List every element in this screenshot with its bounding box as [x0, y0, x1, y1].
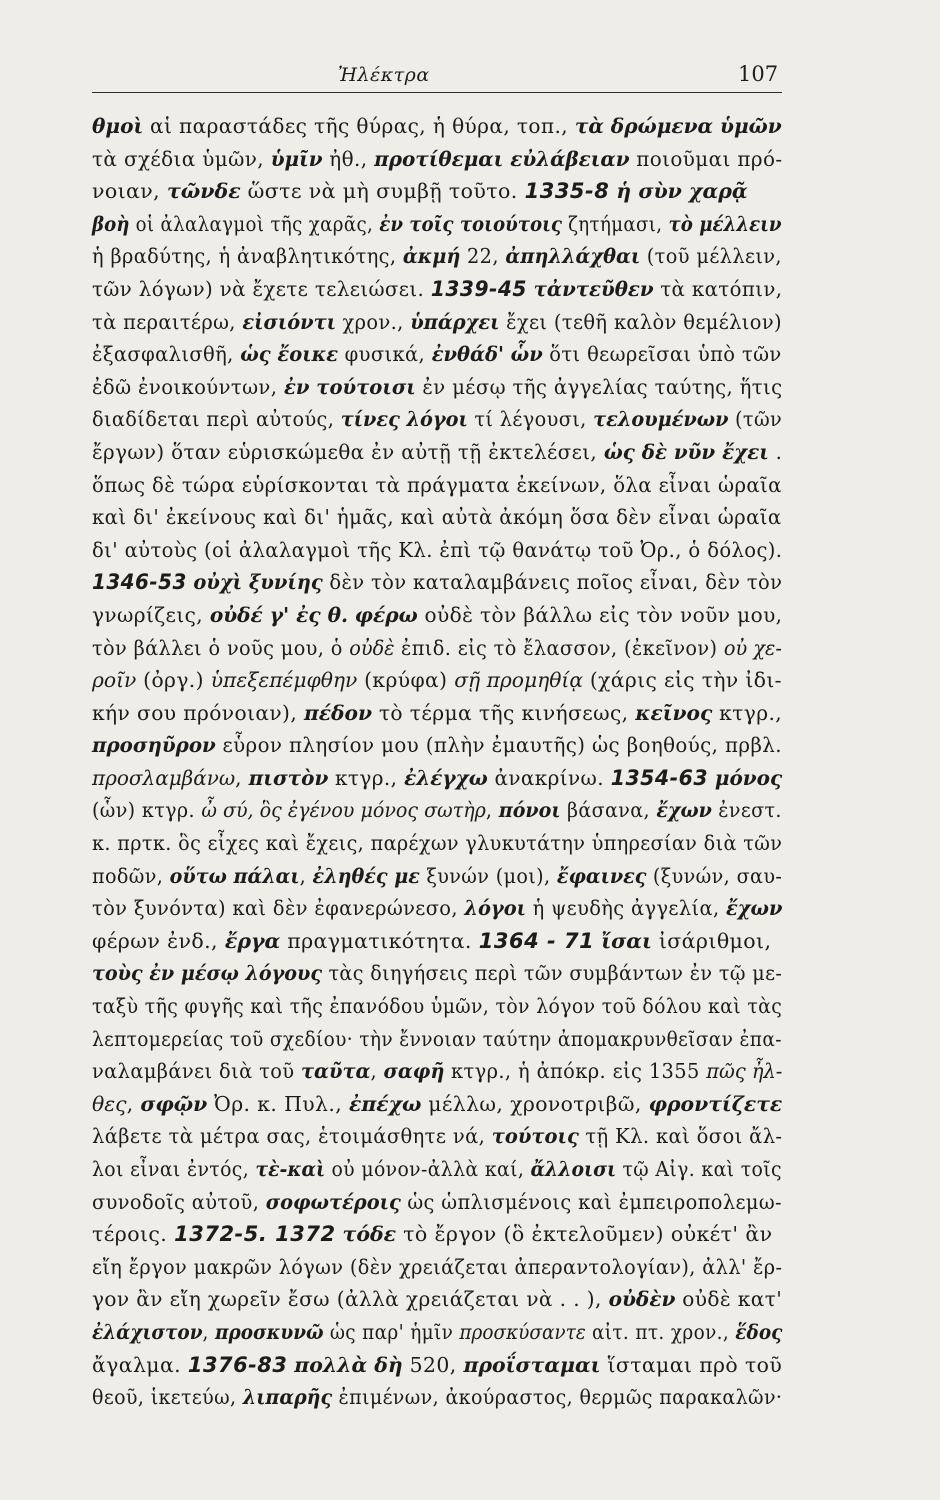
lemma: ἐλάχιστον [92, 1319, 203, 1344]
italic-text: πῶς ἦλ- [706, 1059, 783, 1084]
lemma: τίνες λόγοι [340, 407, 468, 432]
text-line [92, 436, 783, 469]
text-line [92, 729, 782, 762]
gloss-text: εὗρον πλησίον μου (πλὴν ἐμαυτῆς) ὡς βοηθούς, πρβλ. [215, 733, 782, 758]
gloss-text: ἠθ., [322, 146, 375, 171]
lemma: ἐλέγχω [404, 765, 488, 790]
gloss-text: φέρων ἐνδ., [92, 928, 225, 953]
lemma: ἐν τοῖς τοιούτοις [379, 211, 562, 236]
lemma: ἴσαι [601, 928, 652, 953]
gloss-text: τὰ περαιτέρω, [92, 309, 243, 334]
lemma: οὕτω πάλαι [169, 863, 300, 888]
gloss-text: συνοδοῖς αὐτοῦ, [92, 1189, 266, 1214]
gloss-text: ἐνεστ. [711, 798, 782, 823]
gloss-text: Ὀρ. κ. Πυλ., [207, 1091, 349, 1116]
gloss-text: , [202, 1319, 215, 1344]
text-line [92, 860, 783, 893]
gloss-text: ὅπως δὲ τώρα εὑρίσκονται τὰ πράγματα ἐκείνων, ὅλα εἶναι ὡραῖα [92, 472, 782, 497]
gloss-text: λοι εἶναι ἐντός, [92, 1157, 256, 1181]
line-ref: 1376-83 [187, 1352, 288, 1377]
gloss-text: ἀνακρίνω. [487, 765, 611, 790]
italic-text: ροῖν [92, 668, 137, 693]
text-line [92, 273, 783, 306]
gloss-text: ἡ ψευδὴς ἀγγελία, [526, 896, 727, 921]
lemma: πέδον [303, 700, 373, 725]
gloss-text: ποιοῦμαι πρό- [629, 146, 783, 171]
lemma: οὐδέ γ' ἐς θ. [209, 602, 349, 627]
gloss-text: , [370, 1059, 384, 1084]
gloss-text: κτγρ., [712, 700, 783, 725]
lemma: ὡς δὲ νῦν ἔχει [603, 439, 769, 464]
lemma: εἰσιόντι [242, 309, 336, 334]
text-line [92, 403, 783, 436]
text-line [92, 632, 782, 665]
italic-text: οὐ χε- [723, 635, 782, 660]
text-line [92, 175, 782, 208]
italic-text: προσλαμβάνω [92, 765, 236, 790]
lemma: πόνοι [498, 798, 561, 823]
lemma: λόγοι [464, 896, 527, 921]
lemma: ἔχων [656, 798, 712, 823]
gloss-text: αἰτ. πτ. χρον., [585, 1319, 736, 1344]
gloss-text: διαδίδεται περὶ αὐτούς, [92, 407, 341, 432]
text-line [92, 599, 783, 632]
gloss-text: λεπτομερείας τοῦ σχεδίου· τὴν ἔννοιαν ταύτην ἀπομακρυνθεῖσαν ἐπα- [92, 1026, 782, 1051]
gloss-text: , [299, 863, 313, 888]
text-line [92, 1349, 783, 1382]
lemma: προτίθεμαι εὐλάβειαν [374, 146, 630, 171]
gloss-text: (ξυνών, σαυ- [646, 863, 783, 888]
lemma: τοὺς ἐν μέσῳ λόγους [92, 961, 323, 986]
lemma: προσκυνῶ [214, 1319, 324, 1344]
gloss-text: γον ἂν εἴη χωρεῖν ἔσω (ἀλλὰ χρειάζεται νὰ . . ), [92, 1287, 609, 1312]
lemma: ἕδος [735, 1319, 783, 1344]
gloss-text: (κρύφα) [357, 668, 455, 693]
text-line [92, 990, 783, 1023]
text-line [92, 827, 783, 860]
text-line [92, 925, 782, 958]
text-line [92, 794, 782, 827]
gloss-text: χρον., [335, 309, 411, 334]
lemma: τὲ-καὶ [255, 1157, 326, 1181]
text-line [92, 1218, 782, 1251]
gloss-text: ζητήμασι, [561, 211, 669, 236]
gloss-text: . [768, 439, 783, 464]
gloss-text: ἐξασφαλισθῆ, [92, 342, 241, 367]
text-line [92, 697, 783, 730]
text-line [92, 1316, 783, 1349]
lemma: φροντίζετε [648, 1091, 783, 1116]
line-ref: 1372-5. 1372 [174, 1222, 336, 1247]
lemma: ἀκμή [402, 244, 461, 269]
text-line [92, 1381, 783, 1414]
gloss-text: 22, [460, 244, 506, 269]
text-line [92, 208, 782, 241]
gloss-text: (τῶν [728, 407, 783, 432]
italic-text: οὐδὲ [349, 635, 395, 660]
lemma: τὰ δρώμενα ὑμῶν [574, 114, 782, 138]
text-line [92, 1120, 783, 1153]
lemma: ταῦτα [300, 1059, 371, 1084]
gloss-text: τὰ κατόπιν, [653, 276, 783, 301]
gloss-text: κ. πρτκ. ὃς εἶχες καὶ ἔχεις, παρέχων γλυκυτάτην ὑπηρεσίαν διὰ τῶν [92, 831, 783, 856]
text-line [92, 1153, 782, 1186]
lemma: σφῷν [140, 1091, 208, 1116]
text-line [92, 566, 783, 599]
text-line [92, 1023, 782, 1056]
lemma: βοὴ [92, 211, 130, 236]
lemma: σοφωτέροις [265, 1189, 401, 1214]
gloss-text: τῶν λόγων) νὰ ἔχετε τελειώσει. [92, 276, 431, 301]
lemma: ἀπηλλάχθαι [505, 244, 641, 269]
lemma: οὐδὲν [608, 1287, 676, 1312]
gloss-text: ἐν μέσῳ τῆς ἀγγελίας ταύτης, ἥτις [415, 374, 783, 399]
gloss-text: μέλλω, χρονοτριβῶ, [421, 1091, 649, 1116]
commentary-text [92, 110, 782, 1414]
text-line [92, 338, 782, 371]
text-line [92, 892, 783, 925]
gloss-text: τὸ τέρμα τῆς κινήσεως, [372, 700, 636, 725]
gloss-text: ποδῶν, [92, 863, 170, 888]
lemma: ἔχων [726, 896, 783, 921]
gloss-text: (τοῦ μέλλειν, [640, 244, 782, 269]
gloss-text: τί λέγουσι, [467, 407, 594, 432]
gloss-text: ἔχει (τεθῆ καλὸν θεμέλιον) [499, 309, 782, 334]
lemma: τούτοις [491, 1124, 579, 1149]
lemma: σαφῆ [383, 1059, 445, 1084]
line-ref: 1346-53 [92, 570, 187, 595]
lemma: μόνος [714, 765, 783, 790]
gloss-text: ἵσταμαι πρὸ τοῦ [600, 1352, 783, 1377]
gloss-text: δὲν τὸν καταλαμβάνεις ποῖος εἶναι, δὲν τὸν [322, 570, 783, 595]
lemma: ἐληθές με [312, 863, 420, 888]
text-line [92, 1186, 782, 1219]
lemma: ἐνθάδ' ὧν [431, 342, 543, 367]
gloss-text: φυσικά, [338, 342, 432, 367]
gloss-text [527, 277, 534, 301]
gloss-text: αἱ παραστάδες τῆς θύρας, ἡ θύρα, τοπ., [143, 114, 575, 138]
gloss-text: ναλαμβάνει διὰ τοῦ [92, 1059, 301, 1084]
gloss-text: ἰσάριθμοι, [651, 928, 772, 953]
lemma: τὸ μέλλειν [668, 211, 782, 236]
lemma: πολλὰ δὴ [294, 1352, 403, 1377]
lemma: προσηῦρον [92, 733, 216, 758]
gloss-text: οὐ μόνον-ἀλλὰ καί, [325, 1157, 531, 1181]
text-line [92, 1251, 783, 1284]
lemma: οὐχὶ ξυνίης [193, 570, 323, 595]
text-line [92, 1088, 783, 1121]
gloss-text: θεοῦ, ἱκετεύω, [92, 1385, 243, 1410]
gloss-text: ἐπιμένων, ἀκούραστος, θερμῶς παρακαλῶν· [332, 1385, 783, 1410]
text-line [92, 1283, 783, 1316]
text-line [92, 306, 782, 339]
text-line [92, 110, 782, 143]
italic-text: θες [92, 1091, 127, 1116]
gloss-text: ὅτι θεωρεῖσαι ὑπὸ τῶν [542, 342, 782, 367]
lemma: κεῖνος [635, 700, 713, 725]
gloss-text: γνωρίζεις, [92, 602, 210, 627]
lemma: ὑπάρχει [410, 309, 500, 334]
lemma: ἐν τούτοισι [283, 374, 416, 399]
gloss-text: ἐδῶ ἐνοικούντων, [92, 374, 284, 399]
gloss-text: ὡς παρ' ἡμῖν [323, 1319, 460, 1344]
gloss-text: 520, [402, 1352, 464, 1377]
gloss-text: οὐδὲ τὸν βάλλω εἰς τὸν νοῦν μου, [417, 602, 783, 627]
italic-text: σῇ προμηθίᾳ [454, 668, 584, 693]
gloss-text: τὰ σχέδια ὑμῶν, [92, 146, 271, 171]
lemma: λιπαρῆς [242, 1385, 333, 1410]
line-ref: 1335-8 [524, 179, 610, 204]
text-line [92, 762, 783, 795]
gloss-text: , [126, 1091, 141, 1116]
text-line [92, 534, 783, 567]
gloss-text: κτγρ., ἡ ἀπόκρ. εἰς 1355 [444, 1059, 707, 1084]
gloss-text: ταξὺ τῆς φυγῆς καὶ τῆς ἐπανόδου ὑμῶν, τὸν λόγον τοῦ δόλου καὶ τὰς [92, 994, 783, 1019]
gloss-text: λάβετε τὰ μέτρα σας, ἑτοιμάσθητε νά, [92, 1124, 492, 1149]
gloss-text: ἐπιδ. εἰς τὸ ἔλασσον, (ἐκεῖνον) [394, 635, 724, 660]
lemma: ἔφαινες [556, 863, 647, 888]
text-line [92, 501, 782, 534]
gloss-text: τὸ ἔργον (ὃ ἐκτελοῦμεν) οὐκέτ' ἂν [396, 1222, 773, 1247]
gloss-text: τὰς διηγήσεις περὶ τῶν συμβάντων ἐν τῷ με- [322, 961, 783, 986]
header-rule [92, 92, 782, 93]
gloss-text: ὥστε νὰ μὴ συμβῇ τοῦτο. [240, 179, 525, 204]
lemma: ὡς ἔοικε [240, 342, 339, 367]
lemma: τῶνδε [166, 179, 241, 204]
gloss-text: ἔργων) ὅταν εὑρισκώμεθα ἐν αὐτῇ τῇ ἐκτελέσει, [92, 439, 604, 464]
gloss-text: οὐδὲ κατ' [675, 1287, 783, 1312]
gloss-text: (ὧν) κτγρ. [92, 798, 202, 823]
lemma: πιστὸν [248, 765, 329, 790]
lemma: θμοὶ [92, 114, 144, 138]
lemma: ἡ σὺν χαρᾷ [616, 179, 748, 204]
gloss-text: νοιαν, [92, 179, 167, 204]
gloss-text: εἴη ἔργον μακρῶν λόγων (δὲν χρειάζεται ἀπεραντολογίαν), ἀλλ' ἔρ- [92, 1254, 783, 1279]
text-line [92, 957, 783, 990]
italic-text: ὑπεξεπέμφθην [210, 668, 358, 693]
text-line [92, 240, 782, 273]
gloss-text: τὸν ξυνόντα) καὶ δὲν ἐφανερώνεσο, [92, 896, 465, 921]
text-line [92, 469, 782, 502]
lemma: προΐσταμαι [463, 1352, 601, 1377]
text-line [92, 371, 783, 404]
text-line [92, 664, 782, 697]
gloss-text: κτγρ., [328, 765, 405, 790]
gloss-text: καὶ δι' ἐκείνους καὶ δι' ἡμᾶς, καὶ αὐτὰ ἀκόμη ὅσα δὲν εἶναι ὡραῖα [92, 505, 782, 530]
lemma: τελουμένων [593, 407, 729, 432]
lemma: ὑμῖν [270, 146, 323, 171]
lemma: ἄλλοισι [530, 1157, 617, 1181]
line-ref: 1364 - 71 [478, 928, 595, 953]
lemma: τἀντεῦθεν [533, 276, 654, 301]
gloss-text: ὡς ὡπλισμένοις καὶ ἐμπειροπολεμω- [400, 1189, 782, 1214]
gloss-text: , [235, 765, 249, 790]
italic-text: προσκύσαντε [459, 1319, 586, 1344]
gloss-text: (χάρις εἰς τὴν ἰδι- [583, 668, 782, 693]
gloss-text: κήν σου πρόνοιαν), [92, 700, 304, 725]
gloss-text [336, 1222, 343, 1246]
gloss-text: (ὀργ.) [136, 668, 211, 693]
lemma: φέρω [354, 602, 418, 627]
gloss-text: ἄγαλμα. [92, 1352, 188, 1377]
gloss-text: ἡ βραδύτης, ἡ ἀναβλητικότης, [92, 244, 403, 269]
gloss-text: , [485, 798, 499, 823]
gloss-text: τῇ Κλ. καὶ ὅσοι ἄλ- [578, 1124, 783, 1149]
lemma: ἐπέχω [348, 1091, 422, 1116]
running-header-title: Ἠλέκτρα [338, 64, 430, 86]
gloss-text: τέροις. [92, 1222, 175, 1247]
text-line [92, 1055, 783, 1088]
gloss-text: οἱ ἀλαλαγμοὶ τῆς χαρᾶς, [129, 211, 380, 236]
gloss-text: τὸν βάλλει ὁ νοῦς μου, ὁ [92, 635, 350, 660]
lemma: τόδε [342, 1222, 397, 1247]
italic-text: ὦ σύ, ὃς ἐγένου μόνος σωτὴρ [201, 798, 486, 823]
gloss-text: ξυνών (μοι), [419, 863, 557, 888]
line-ref: 1354-63 [610, 765, 709, 790]
text-line [92, 143, 783, 176]
line-ref: 1339-45 [430, 276, 527, 301]
gloss-text: δι' αὐτοὺς (οἱ ἀλαλαγμοὶ τῆς Κλ. ἐπὶ τῷ θανάτῳ τοῦ Ὀρ., ὁ δόλος). [92, 537, 783, 562]
gloss-text: πραγματικότητα. [280, 928, 479, 953]
gloss-text: τῷ Αἰγ. καὶ τοῖς [616, 1157, 782, 1181]
page-number: 107 [738, 62, 779, 86]
lemma: ἔργα [224, 928, 281, 953]
gloss-text: βάσανα, [560, 798, 657, 823]
